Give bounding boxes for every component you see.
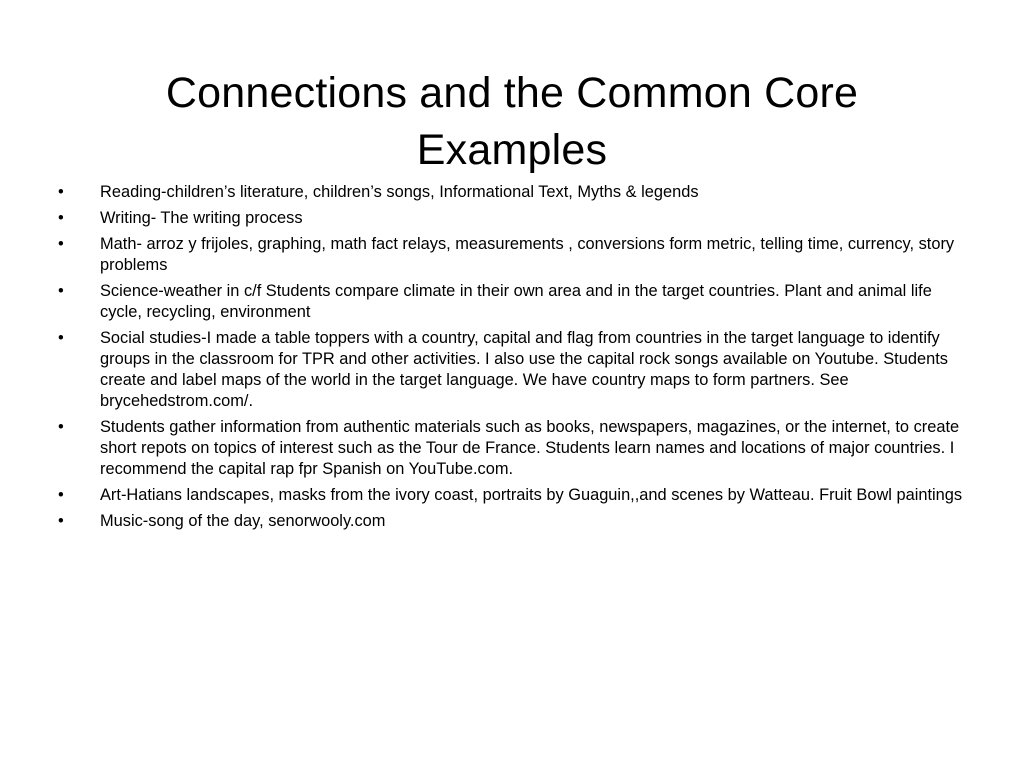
bullet-item-authentic-materials — [58, 417, 966, 480]
bullet-icon: • — [58, 329, 64, 347]
bullet-icon: • — [58, 282, 64, 300]
slide-title-line-2: Examples — [416, 125, 608, 174]
bullet-item-writing — [58, 208, 966, 229]
bullet-item-science — [58, 281, 966, 323]
bullet-item-music — [58, 511, 966, 532]
bullet-icon: • — [58, 235, 64, 253]
bullet-text: Science-weather in c/f Students compare climate in their own area and in the target countries. Plant and animal life cycle, recycling, environment — [100, 282, 932, 321]
bullet-text: Math- arroz y frijoles, graphing, math fact relays, measurements , conversions form metric, telling time, currency, story problems — [100, 235, 955, 274]
slide-title — [60, 65, 964, 179]
bullet-text: Social studies-I made a table toppers with a country, capital and flag from countries in the target language to identify groups in the classroom for TPR and other activities. I also use the capital rock songs available on Youtube. Students create and label maps of the world in the target language. We have country maps to form partners. See brycehedstrom.com/. — [100, 329, 948, 410]
bullet-text: Reading-children’s literature, children’s songs, Informational Text, Myths & legends — [100, 183, 699, 201]
bullet-icon: • — [58, 183, 64, 201]
bullet-item-reading — [58, 182, 966, 203]
bullet-icon: • — [58, 209, 64, 227]
bullet-item-social-studies — [58, 328, 966, 412]
bullet-text: Music-song of the day, senorwooly.com — [100, 512, 386, 530]
bullet-text: Art-Hatians landscapes, masks from the ivory coast, portraits by Guaguin,,and scenes by Watteau. Fruit Bowl paintings — [100, 486, 963, 504]
bullet-icon: • — [58, 512, 64, 530]
bullet-icon: • — [58, 486, 64, 504]
slide-title-line-1: Connections and the Common Core — [165, 68, 859, 117]
bullet-item-math — [58, 234, 966, 276]
bullet-item-art — [58, 485, 966, 506]
bullet-icon: • — [58, 418, 64, 436]
bullet-text: Writing- The writing process — [100, 209, 303, 227]
bullet-text: Students gather information from authentic materials such as books, newspapers, magazines, or the internet, to create short repots on topics of interest such as the Tour de France. Students learn names and locations of major countries. I recommend the capital rap fpr Spanish on YouTube.com. — [100, 418, 960, 478]
bullet-list — [58, 182, 966, 537]
